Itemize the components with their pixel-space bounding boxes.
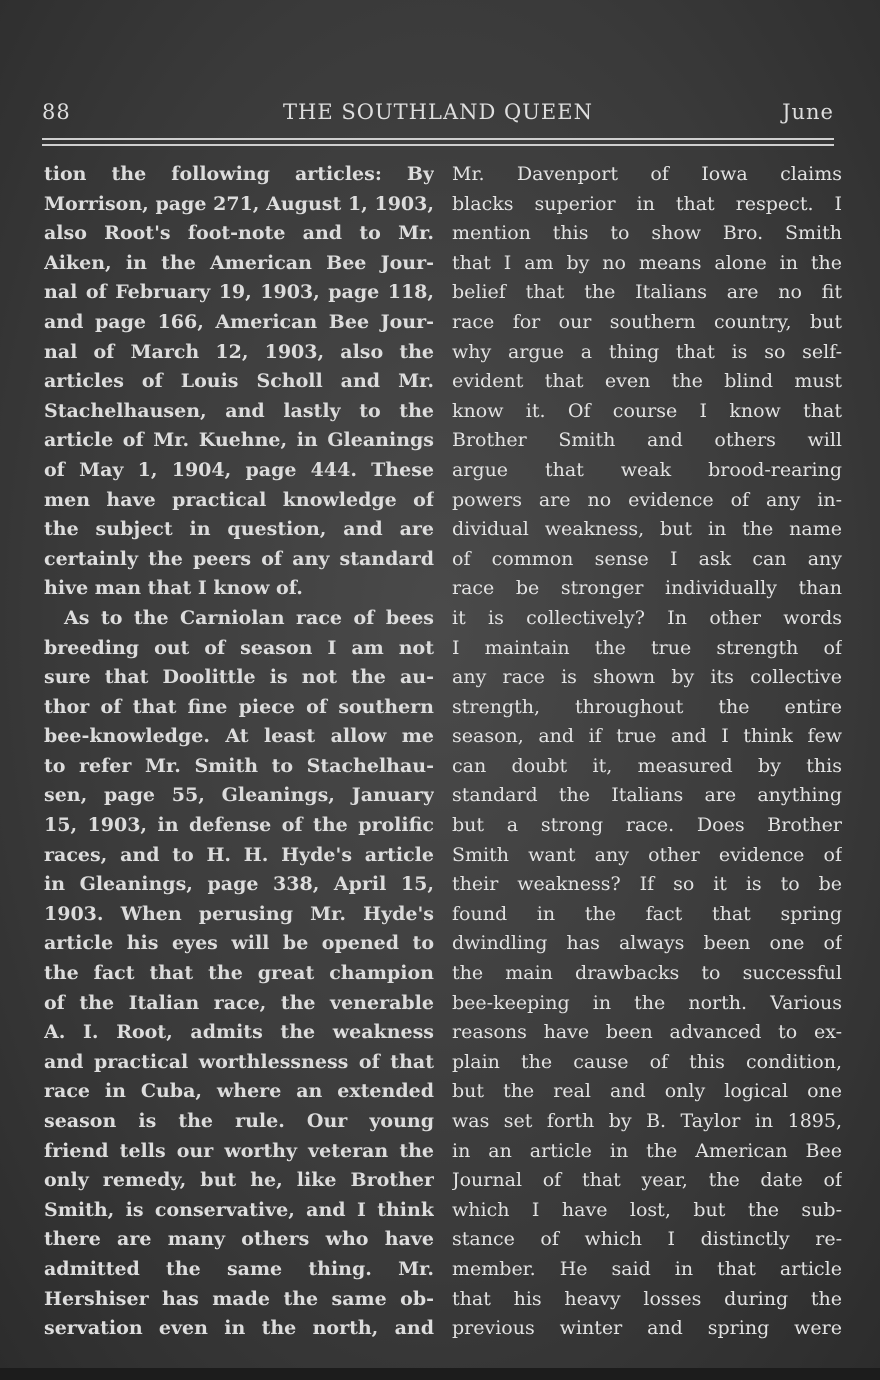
text-line: member. He said in that article — [452, 1257, 842, 1280]
text-line: stance of which I distinctly re- — [452, 1228, 842, 1251]
text-line: sure that Doolittle is not the au- — [44, 666, 434, 689]
text-line: friend tells our worthy veteran the — [44, 1139, 434, 1162]
text-line: article of Mr. Kuehne, in Gleanings — [44, 429, 434, 452]
text-line: Aiken, in the American Bee Jour- — [44, 251, 434, 274]
text-line: race in Cuba, where an extended — [44, 1080, 434, 1103]
text-line: the main drawbacks to successful — [452, 962, 842, 985]
text-line: article his eyes will be opened to — [44, 932, 434, 955]
left-text-column — [44, 160, 434, 1344]
text-line: bee-knowledge. At least allow me — [44, 725, 434, 748]
text-line: there are many others who have — [44, 1228, 434, 1251]
text-line: certainly the peers of any standard — [44, 547, 434, 570]
text-line: argue that weak brood-rearing — [452, 458, 842, 481]
text-line: tion the following articles: By — [44, 163, 434, 185]
text-line: races, and to H. H. Hyde's article — [44, 843, 434, 866]
text-line: belief that the Italians are no fit — [452, 281, 842, 304]
text-line: nal of March 12, 1903, also the — [44, 340, 434, 363]
right-text-column — [452, 160, 842, 1344]
text-line: breeding out of season I am not — [44, 636, 434, 659]
text-line: As to the Carniolan race of bees — [64, 606, 434, 629]
text-line: dwindling has always been one of — [452, 932, 842, 955]
text-line: found in the fact that spring — [452, 902, 842, 925]
text-line: their weakness? If so it is to be — [452, 873, 842, 896]
scan-edge-shadow — [0, 1368, 880, 1380]
text-line: plain the cause of this condition, — [452, 1050, 842, 1073]
journal-title: THE SOUTHLAND QUEEN — [283, 100, 593, 124]
text-line: 1903. When perusing Mr. Hyde's — [44, 902, 434, 925]
text-line: of common sense I ask can any — [452, 547, 842, 570]
text-line: race for our southern country, but — [452, 310, 842, 333]
running-header — [42, 100, 834, 130]
text-line: of the Italian race, the venerable — [44, 991, 434, 1014]
text-line: was set forth by B. Taylor in 1895, — [452, 1110, 842, 1132]
text-line: reasons have been advanced to ex- — [452, 1021, 842, 1044]
text-line: servation even in the north, and — [44, 1317, 434, 1340]
text-line: evident that even the blind must — [452, 370, 842, 393]
text-line: strength, throughout the entire — [452, 695, 842, 718]
text-line: but the real and only logical one — [452, 1080, 842, 1103]
text-line: sen, page 55, Gleanings, January — [44, 784, 434, 807]
text-line: of May 1, 1904, page 444. These — [44, 458, 434, 481]
text-line: know it. Of course I know that — [452, 399, 842, 422]
text-line: standard the Italians are anything — [452, 784, 842, 807]
text-line: also Root's foot-note and to Mr. — [44, 222, 434, 245]
text-line: the subject in question, and are — [44, 518, 434, 541]
header-rule-top — [42, 138, 834, 140]
text-line: any race is shown by its collective — [452, 666, 842, 689]
header-rule-bottom — [42, 144, 834, 146]
text-line: men have practical knowledge of — [44, 488, 434, 511]
text-line: dividual weakness, but in the name — [452, 518, 842, 541]
text-line: and practical worthlessness of that — [44, 1050, 434, 1073]
text-line: articles of Louis Scholl and Mr. — [44, 370, 434, 393]
text-line: season is the rule. Our young — [44, 1110, 434, 1132]
text-line: it is collectively? In other words — [452, 606, 842, 629]
text-line: admitted the same thing. Mr. — [44, 1257, 434, 1280]
text-line: 15, 1903, in defense of the prolific — [44, 814, 434, 837]
text-line: Brother Smith and others will — [452, 429, 842, 452]
text-line: hive man that I know of. — [44, 577, 303, 600]
issue-month: June — [782, 100, 834, 124]
text-line: Journal of that year, the date of — [452, 1169, 842, 1192]
text-line: Smith, is conservative, and I think — [44, 1198, 434, 1221]
page-number: 88 — [42, 100, 71, 124]
text-line: the fact that the great champion — [44, 962, 434, 985]
text-line: Mr. Davenport of Iowa claims — [452, 163, 842, 185]
text-line: A. I. Root, admits the weakness — [44, 1021, 434, 1044]
text-line: only remedy, but he, like Brother — [44, 1169, 434, 1192]
text-line: blacks superior in that respect. I — [452, 192, 842, 215]
text-line: that I am by no means alone in the — [452, 251, 842, 274]
text-line: Morrison, page 271, August 1, 1903, — [44, 192, 434, 215]
text-line: powers are no evidence of any in- — [452, 488, 842, 511]
text-line: why argue a thing that is so self- — [452, 340, 842, 363]
text-line: that his heavy losses during the — [452, 1287, 842, 1310]
text-line: bee-keeping in the north. Various — [452, 991, 842, 1014]
text-line: but a strong race. Does Brother — [452, 814, 842, 837]
text-line: Hershiser has made the same ob- — [44, 1287, 434, 1310]
text-line: to refer Mr. Smith to Stachelhau- — [44, 754, 434, 777]
text-line: which I have lost, but the sub- — [452, 1198, 842, 1221]
text-line: Smith want any other evidence of — [452, 843, 842, 866]
text-line: in Gleanings, page 338, April 15, — [44, 873, 434, 896]
text-line: race be stronger individually than — [452, 577, 842, 600]
text-line: can doubt it, measured by this — [452, 754, 842, 777]
text-line: season, and if true and I think few — [452, 725, 842, 748]
text-line: thor of that fine piece of southern — [44, 695, 434, 718]
text-line: mention this to show Bro. Smith — [452, 222, 842, 245]
text-line: nal of February 19, 1903, page 118, — [44, 281, 434, 304]
text-line: Stachelhausen, and lastly to the — [44, 399, 434, 422]
text-line: I maintain the true strength of — [452, 636, 842, 659]
text-line: and page 166, American Bee Jour- — [44, 310, 434, 333]
text-line: previous winter and spring were — [452, 1317, 842, 1340]
text-line: in an article in the American Bee — [452, 1139, 842, 1162]
